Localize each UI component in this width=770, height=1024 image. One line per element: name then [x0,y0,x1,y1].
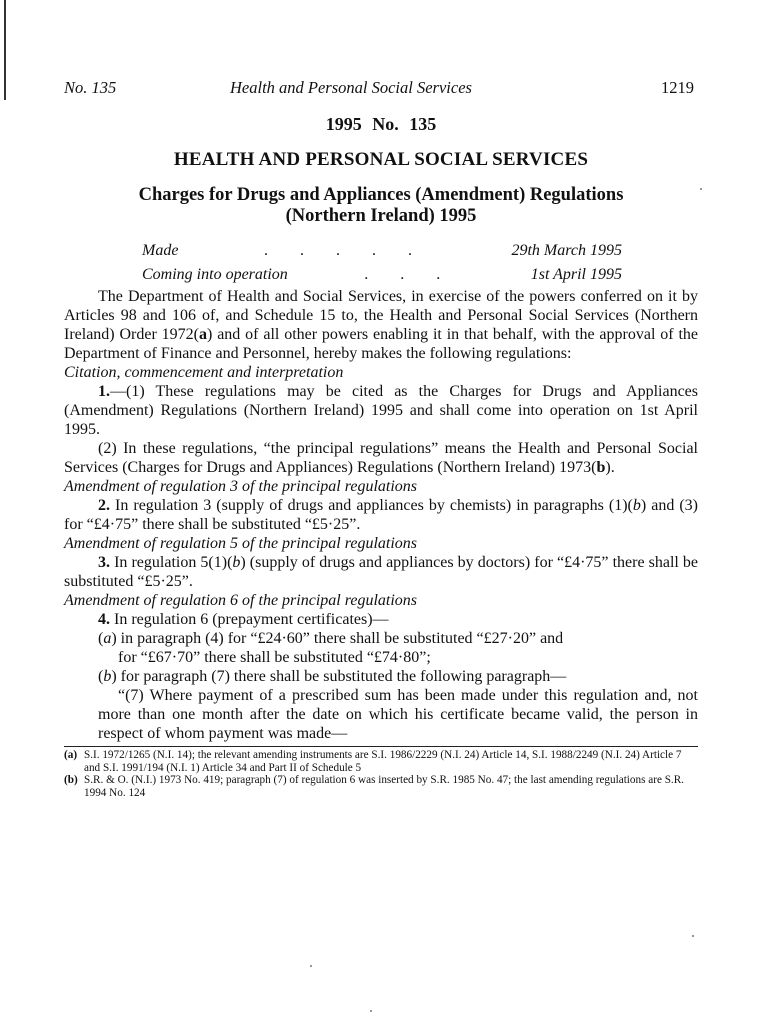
item-text: for paragraph (7) there shall be substituted the following paragraph— [116,668,567,685]
section-3-text [64,553,698,591]
item-text-continued: for “£67·70” there shall be substituted “£74·80”; [118,649,431,666]
title-line-1: Charges for Drugs and Appliances (Amendment) Regulations [138,185,624,205]
document-page [64,78,698,799]
regulation-title [64,185,698,227]
section-text: —(1) These regulations may be cited as the Charges for Drugs and Appliances (Amendment) Regulations (Northern Ireland) 1995 and shall come into operation on 1st April 1995. [64,383,698,438]
section-text: (2) In these regulations, “the principal regulations” means the Health and Personal Social Services (Charges for Drugs and Appliances) Regulations (Northern Ireland) 1973( [64,440,698,476]
preamble [64,287,698,363]
scan-edge-mark [4,0,6,100]
operation-date-row [142,263,622,287]
quoted-paragraph-7: “(7) Where payment of a prescribed sum has been made under this regulation and, not more than one month after the date on which his certificate became valid, the person in respect of whom payment was made— [98,687,698,742]
section-2-heading: Amendment of regulation 3 of the principal regulations [64,478,417,495]
footnote-text: S.R. & O. (N.I.) 1973 No. 419; paragraph (7) of regulation 6 was inserted by S.R. 1985 No. 47; the last amending regulations are S.R. 1994 No. 124 [84,774,684,799]
section-text: In regulation 6 (prepayment certificates)— [110,611,389,628]
regulation-body [64,287,698,743]
footnote-b [64,774,698,799]
running-head-number: No. 135 [64,78,117,97]
section-text: In regulation 3 (supply of drugs and appliances by chemists) in paragraphs (1)( [110,497,633,514]
running-head-title: Health and Personal Social Services [230,78,472,97]
title-line-2: (Northern Ireland) 1995 [285,206,477,226]
leader-dots: . . . [364,266,455,283]
scan-speck [370,1010,372,1012]
running-head [64,78,698,102]
section-1-heading: Citation, commencement and interpretation [64,364,344,381]
section-number: 3. [98,554,110,571]
section-4-item-b [64,667,698,686]
page-number: 1219 [661,78,694,97]
section-1-para-1 [64,382,698,439]
subject-heading: HEALTH AND PERSONAL SOCIAL SERVICES [173,149,589,170]
section-text: ) (supply of drugs and appliances by doctors) for “£4·75” there shall be substituted “£5·25”. [64,554,699,590]
item-paren: ( [98,668,104,685]
italic-letter: b [232,554,241,571]
operation-label: Coming into operation [142,266,288,283]
item-label: b [103,668,112,685]
item-paren: ) [111,668,117,685]
footnote-ref-a: a [199,326,207,343]
footnotes [64,746,698,799]
section-number: 2. [98,497,110,514]
footnote-a [64,749,698,774]
item-paren: ) [111,630,117,647]
footnote-mark: (a) [64,749,78,761]
made-date: 29th March 1995 [511,242,622,259]
section-1-para-2 [64,439,698,477]
italic-letter: b [632,497,641,514]
section-3-heading: Amendment of regulation 5 of the principal regulations [64,535,417,552]
leader-dots: . . . . . [263,242,426,259]
dates-block [142,239,622,287]
preamble-text: ) and of all other powers enabling it in that behalf, with the approval of the Department of Finance and Personnel, hereby makes the following regulations: [64,326,698,362]
footnote-text: S.I. 1972/1265 (N.I. 14); the relevant amending instruments are S.I. 1986/2229 (N.I. 24) Article 14, S.I. 1988/2249 (N.I. 24) Article 7 and S.I. 1991/194 (N.I. 1) Article 34 and Part II of Schedule 5 [84,749,682,774]
made-date-row [142,239,622,263]
item-paren: ( [98,630,104,647]
scan-speck [310,965,312,967]
section-4-intro [64,610,698,629]
scan-speck [692,935,694,937]
section-text: ). [605,459,615,476]
footnote-mark: (b) [64,774,78,786]
section-number: 4. [98,611,110,628]
item-text: in paragraph (4) for “£24·60” there shall be substituted “£27·20” and [116,630,564,647]
section-number: 1. [98,383,110,400]
scan-speck [700,188,702,190]
item-label: a [103,630,112,647]
section-text: In regulation 5(1)( [110,554,233,571]
preamble-text: The Department of Health and Social Services, in exercise of the powers conferred on it by Articles 98 and 106 of, and Schedule 15 to, the Health and Personal Social Services (Northern Ireland) Order 1972( [64,288,698,343]
si-number: 1995 No. 135 [325,114,437,134]
section-4-item-a [64,629,698,667]
made-label: Made [142,242,179,259]
section-text: ) and (3) for “£4·75” there shall be substituted “£5·25”. [64,497,698,533]
footnote-ref-b: b [596,459,606,476]
section-2-text [64,496,698,534]
operation-date: 1st April 1995 [530,266,622,283]
section-4-heading: Amendment of regulation 6 of the principal regulations [64,592,417,609]
